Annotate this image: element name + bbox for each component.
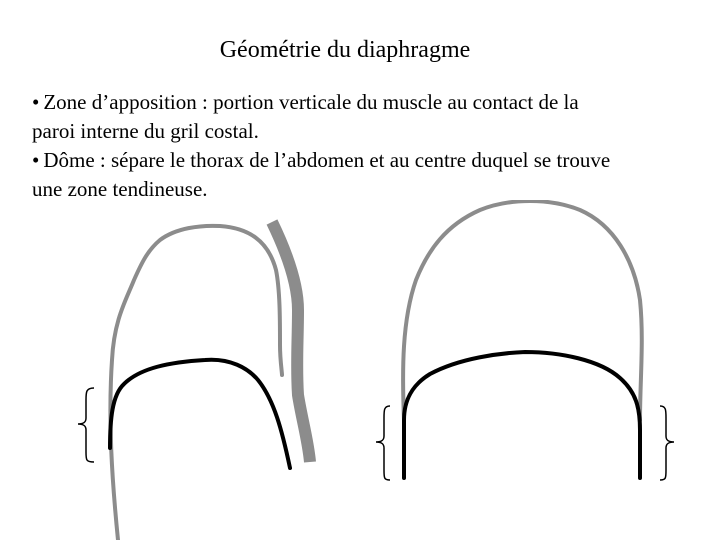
bullet-list [32, 88, 702, 204]
bullet-item-dome-line-1 [32, 146, 702, 175]
bullet-symbol: • [32, 90, 40, 114]
apposition-zone-brace-right [660, 406, 674, 480]
front-view-figure [376, 201, 674, 480]
diaphragm-dome-side [110, 360, 290, 468]
bullet-text: Dôme : sépare le thorax de l’abdomen et au centre duquel se trouve [43, 148, 611, 172]
side-view-figure [78, 222, 310, 540]
bullet-item-dome-line-2: une zone tendineuse. [32, 177, 208, 201]
bullet-text: Zone d’apposition : portion verticale du muscle au contact de la [43, 90, 579, 114]
apposition-zone-brace-left [376, 406, 390, 480]
diaphragm-diagram [0, 200, 720, 540]
bullet-symbol: • [32, 148, 40, 172]
diaphragm-dome-front [404, 352, 640, 478]
rib-cage-outline-front [403, 201, 642, 420]
slide-title: Géométrie du diaphragme [219, 37, 471, 63]
bullet-item-apposition-line-1 [32, 88, 702, 117]
rib-cage-outline-side [110, 226, 282, 540]
bullet-item-apposition-line-2: paroi interne du gril costal. [32, 119, 259, 143]
apposition-zone-brace [78, 388, 94, 462]
